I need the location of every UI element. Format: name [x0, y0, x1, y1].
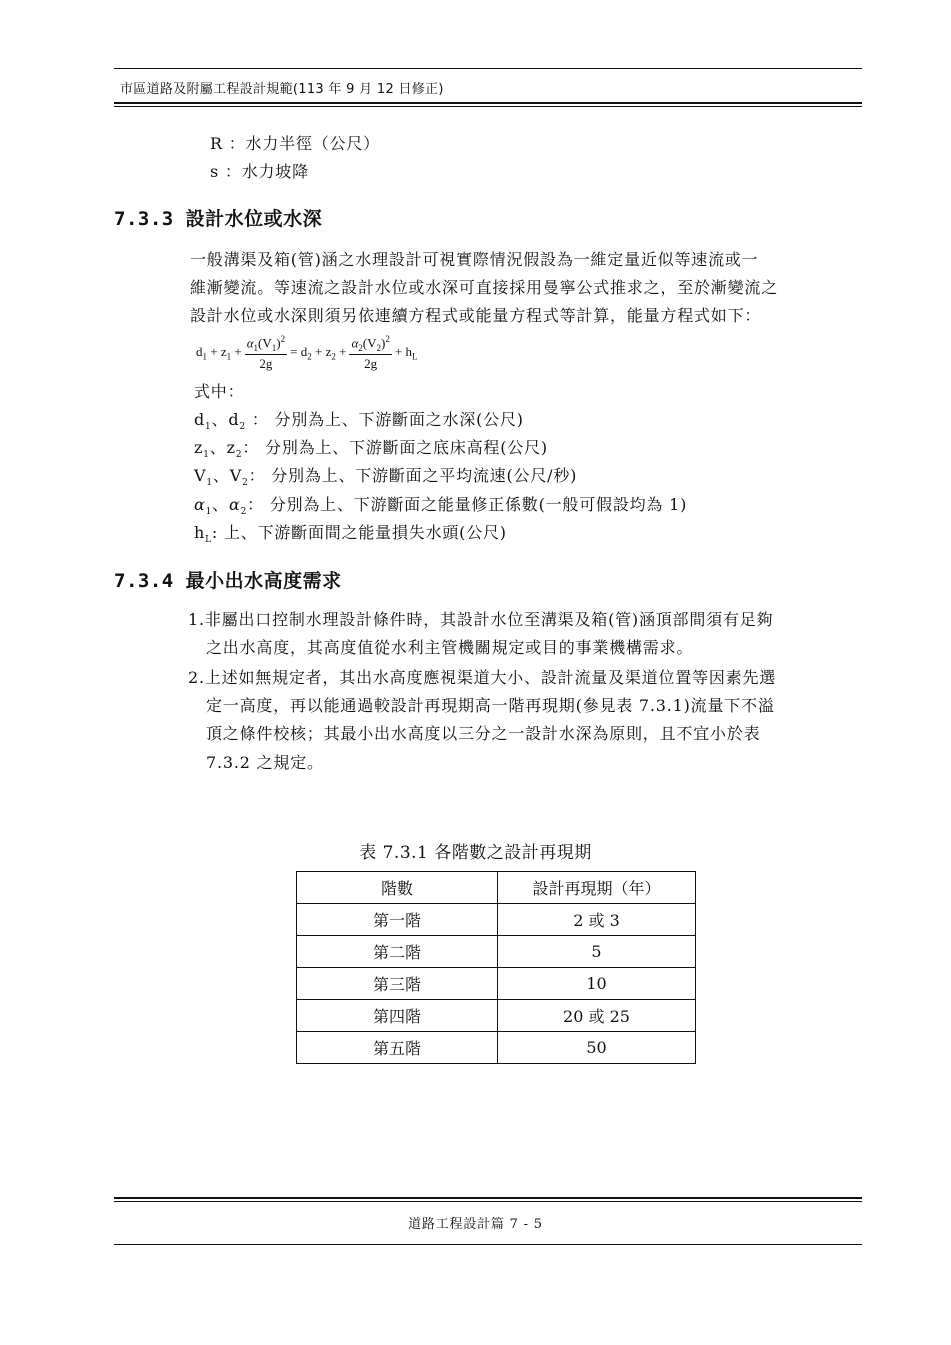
table-caption: 表 7.3.1 各階數之設計再現期	[359, 843, 592, 863]
table-header-cell: 設計再現期（年）	[498, 872, 696, 904]
equation-fraction-upstream: $\frac{\alpha_1(V_1)^2}{2g}$	[246, 334, 286, 371]
table-row	[297, 1032, 696, 1064]
definition-d: $d_1$、$d_2$ ： 分別為上、下游斷面之水深(公尺)	[194, 410, 524, 433]
table-cell: 20 或 25	[498, 1000, 696, 1032]
table-row	[297, 1000, 696, 1032]
table-cell: 5	[498, 936, 696, 968]
section-heading-7-3-3: 7.3.3 設計水位或水深	[114, 208, 323, 230]
footer-rule-thin	[114, 1201, 862, 1202]
definition-v: $V_1$、$V_2$： 分別為上、下游斷面之平均流速(公尺/秒)	[194, 466, 578, 489]
page-number: 道路工程設計篇 7 - 5	[408, 1217, 543, 1232]
table-header-cell: 階數	[297, 872, 498, 904]
paragraph-line: 維漸變流。等速流之設計水位或水深可直接採用曼寧公式推求之，至於漸變流之	[190, 278, 779, 297]
footer-rule-bottom	[114, 1244, 862, 1245]
table-cell: 第三階	[297, 968, 498, 1000]
where-label: 式中：	[194, 382, 245, 401]
list-item: 2.上述如無規定者，其出水高度應視渠道大小、設計流量及渠道位置等因素先選	[188, 668, 777, 687]
var-r-definition: R ：水力半徑（公尺）	[210, 134, 380, 153]
paragraph-line: 設計水位或水深則須另依連續方程式或能量方程式等計算，能量方程式如下：	[190, 306, 762, 325]
equation-fraction-downstream: $\frac{\alpha_2(V_2)^2}{2g}$	[351, 334, 390, 371]
energy-equation: $d_1 + z_1$ + $\frac{\alpha_1(V_1)^2}{2g}$ = $d_2 + z_2$ + $\frac{\alpha_2(V_2)^2}{2g}$ + $h_L$	[196, 334, 418, 371]
definition-alpha: $\alpha_1$、$\alpha_2$： 分別為上、下游斷面之能量修正係數(一般可假設均為 1)	[194, 495, 688, 518]
table-cell: 2 或 3	[498, 904, 696, 936]
table-cell: 50	[498, 1032, 696, 1064]
paragraph-line: 一般溝渠及箱(管)涵之水理設計可視實際情況假設為一維定量近似等速流或一	[190, 250, 759, 269]
list-item: 頂之條件校核；其最小出水高度以三分之一設計水深為原則，且不宜小於表	[206, 724, 761, 743]
running-header: 市區道路及附屬工程設計規範(113 年 9 月 12 日修正)	[120, 82, 444, 97]
var-s-definition: s ：水力坡降	[210, 162, 309, 181]
table-cell: 第五階	[297, 1032, 498, 1064]
table-row	[297, 904, 696, 936]
return-period-table	[296, 871, 696, 1064]
list-item: 定一高度，再以能通過較設計再現期高一階再現期(參見表 7.3.1)流量下不溢	[206, 696, 775, 715]
table-row	[297, 968, 696, 1000]
list-item: 之出水高度，其高度值從水利主管機關規定或目的事業機構需求。	[206, 638, 694, 657]
table-cell: 第一階	[297, 904, 498, 936]
table-header-row	[297, 872, 696, 904]
table-cell: 第四階	[297, 1000, 498, 1032]
definition-z: $z_1$、$z_2$： 分別為上、下游斷面之底床高程(公尺)	[194, 438, 548, 461]
table-row	[297, 936, 696, 968]
list-item: 1.非屬出口控制水理設計條件時，其設計水位至溝渠及箱(管)涵頂部間須有足夠	[188, 610, 774, 629]
header-rule-thin	[114, 68, 862, 69]
footer-rule-thick	[114, 1197, 862, 1199]
section-heading-7-3-4: 7.3.4 最小出水高度需求	[114, 570, 342, 592]
header-rule-thick	[114, 102, 862, 104]
header-rule-lower	[114, 106, 862, 107]
table-cell: 第二階	[297, 936, 498, 968]
table-cell: 10	[498, 968, 696, 1000]
definition-hl: $h_L$: 上、下游斷面間之能量損失水頭(公尺)	[194, 523, 507, 546]
list-item: 7.3.2 之規定。	[206, 753, 324, 772]
